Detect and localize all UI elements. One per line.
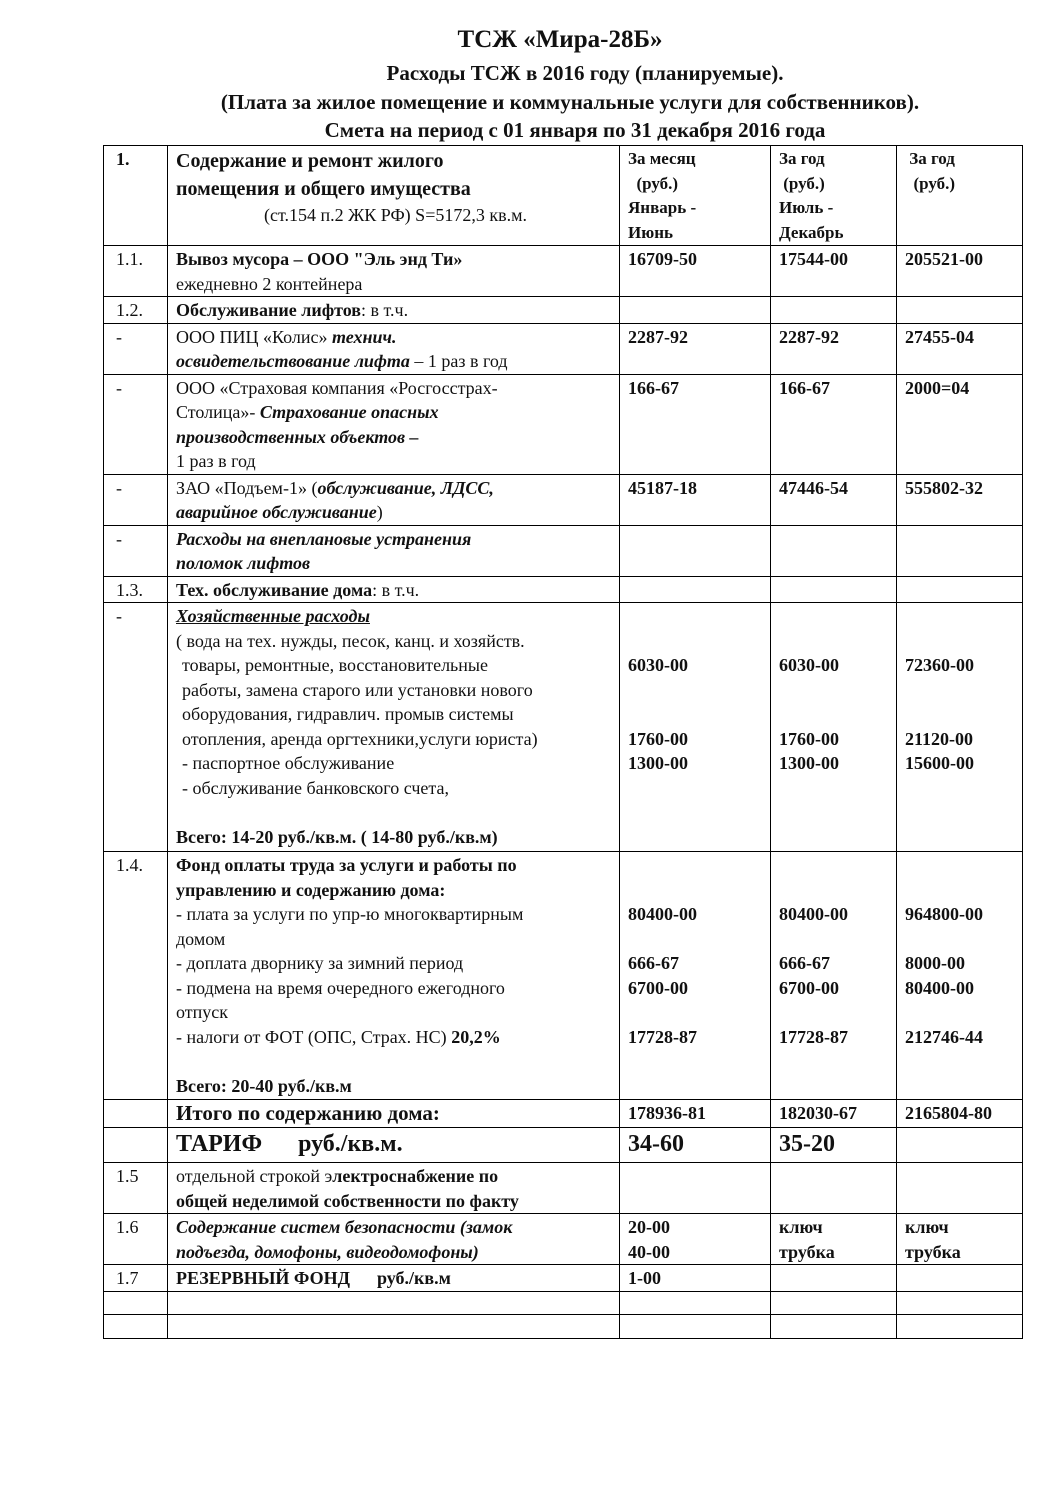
row-text-emph: производственных объектов – — [176, 426, 419, 447]
table-cell — [620, 603, 771, 852]
table-row — [104, 1214, 1023, 1265]
table-cell — [897, 1265, 1023, 1292]
row-text-emph: Содержание систем безопасности (замок — [176, 1217, 513, 1237]
amount: 17728-87 — [779, 1026, 848, 1047]
row-title: Вывоз мусора – ООО "Эль энд Ти» — [176, 249, 463, 269]
row-text-emph: общей неделимой собственности по факту — [176, 1190, 519, 1211]
table-row — [104, 374, 1023, 474]
table-cell — [168, 323, 620, 374]
table-cell — [168, 1163, 620, 1214]
table-cell: 17544-00 — [771, 246, 897, 297]
table-cell: 1. — [104, 146, 168, 246]
table-cell: 1.7 — [104, 1265, 168, 1292]
table-cell — [168, 852, 620, 1100]
table-cell — [168, 576, 620, 603]
table-cell — [771, 603, 897, 852]
row-title: Тех. обслуживание дома — [176, 579, 373, 600]
table-cell: - — [104, 474, 168, 525]
row-detail: ежедневно 2 контейнера — [176, 273, 363, 294]
amount: 1300-00 — [628, 753, 688, 773]
row-detail: отопления, аренда оргтехники,услуги юриста) — [182, 728, 538, 749]
table-cell — [897, 1314, 1023, 1338]
table-cell: За год (руб.) Июль - Декабрь — [771, 146, 897, 246]
amount: 21120-00 — [905, 728, 974, 749]
table-row — [104, 576, 1023, 603]
table-cell — [620, 297, 771, 324]
table-cell — [168, 1214, 620, 1265]
table-row — [104, 297, 1023, 324]
amount: 80400-00 — [779, 904, 848, 924]
row-text-emph: освидетельствование лифта — [176, 351, 410, 371]
table-row-total — [104, 1100, 1023, 1128]
unit-label: трубка — [905, 1241, 961, 1262]
row-total: Всего: 20-40 руб./кв.м — [176, 1075, 352, 1096]
table-cell: - — [104, 323, 168, 374]
table-cell — [771, 852, 897, 1100]
row-text-emph: Расходы на внеплановые устранения — [176, 528, 472, 549]
table-cell: ТАРИФ руб./кв.м. — [168, 1128, 620, 1163]
table-cell — [168, 474, 620, 525]
table-cell: 1.1. — [104, 246, 168, 297]
table-cell — [620, 1163, 771, 1214]
table-cell — [104, 1128, 168, 1163]
row-text-emph: поломок лифтов — [176, 553, 311, 573]
table-row — [104, 852, 1023, 1100]
table-cell — [771, 1314, 897, 1338]
row-text: ООО ПИЦ «Колис» — [176, 326, 332, 347]
table-cell — [168, 1314, 620, 1338]
table-cell: РЕЗЕРВНЫЙ ФОНД руб./кв.м — [168, 1265, 620, 1292]
table-cell — [168, 1291, 620, 1314]
row-text-emph: подъезда, домофоны, видеодомофоны) — [176, 1241, 479, 1262]
amount: 17728-87 — [628, 1026, 697, 1047]
table-cell: 1.4. — [104, 852, 168, 1100]
row-text-emph: обслуживание, ЛДСС, — [317, 477, 494, 498]
amount: 1760-00 — [779, 728, 839, 749]
row-text-emph: лектроснабжение по — [332, 1166, 499, 1186]
table-cell — [897, 1128, 1023, 1163]
table-cell: - — [104, 374, 168, 474]
amount: 20-00 — [628, 1217, 670, 1237]
row-title-suffix: : в т.ч. — [361, 300, 409, 320]
table-header-row — [104, 146, 1023, 246]
table-row — [104, 1163, 1023, 1214]
header-title-line: помещения и общего имущества — [176, 178, 471, 200]
amount: 212746-44 — [905, 1026, 983, 1047]
table-cell: 166-67 — [620, 374, 771, 474]
table-cell: 555802-32 — [897, 474, 1023, 525]
table-cell — [897, 1291, 1023, 1314]
amount: 72360-00 — [905, 655, 974, 675]
table-cell — [897, 576, 1023, 603]
table-row-empty — [104, 1291, 1023, 1314]
row-detail: оборудования, гидравлич. промыв системы — [182, 704, 514, 724]
amount: 6700-00 — [628, 977, 688, 998]
table-cell — [897, 852, 1023, 1100]
table-cell: 166-67 — [771, 374, 897, 474]
row-title: управлению и содержанию дома: — [176, 879, 446, 900]
doc-subtitle-note: (Плата за жилое помещение и коммунальные услуги для собственников). — [220, 90, 920, 114]
table-cell: 2287-92 — [620, 323, 771, 374]
header-title-note: (ст.154 п.2 ЖК РФ) S=5172,3 кв.м. — [264, 205, 527, 225]
row-title: Хозяйственные расходы — [176, 606, 370, 626]
table-cell: - — [104, 525, 168, 576]
table-cell: 182030-67 — [771, 1100, 897, 1128]
table-cell — [168, 525, 620, 576]
table-cell — [897, 1214, 1023, 1265]
amount: 15600-00 — [905, 753, 974, 773]
table-cell: За год (руб.) — [897, 146, 1023, 246]
row-text: 1 раз в год — [176, 451, 256, 471]
row-text: отдельной строкой э — [176, 1166, 333, 1186]
amount: 40-00 — [628, 1241, 670, 1262]
table-cell — [897, 525, 1023, 576]
table-cell — [168, 374, 620, 474]
row-detail: - доплата дворнику за зимний период — [176, 953, 464, 973]
table-cell — [620, 1291, 771, 1314]
table-row — [104, 1265, 1023, 1292]
row-detail: работы, замена старого или установки нового — [182, 679, 533, 700]
row-detail: - плата за услуги по упр-ю многоквартирным — [176, 904, 524, 924]
row-detail: отпуск — [176, 1002, 228, 1022]
row-detail: товары, ремонтные, восстановительные — [182, 655, 488, 675]
row-detail: домом — [176, 928, 226, 949]
unit-label: ключ — [779, 1217, 823, 1237]
row-detail: - налоги от ФОТ (ОПС, Страх. НС) — [176, 1026, 452, 1047]
amount: 666-67 — [779, 953, 830, 973]
table-cell — [771, 1265, 897, 1292]
table-cell — [168, 297, 620, 324]
row-text-emph: Страхование опасных — [259, 402, 439, 422]
table-cell — [620, 576, 771, 603]
table-row — [104, 323, 1023, 374]
row-detail: ( вода на тех. нужды, песок, канц. и хозяйств. — [176, 630, 525, 651]
amount: 8000-00 — [905, 953, 965, 973]
row-text: ЗАО «Подъем-1» ( — [176, 477, 318, 498]
table-row — [104, 246, 1023, 297]
table-cell — [897, 1163, 1023, 1214]
table-cell: 34-60 — [620, 1128, 771, 1163]
row-text: ) — [376, 502, 383, 522]
header-title-line: Содержание и ремонт жилого — [176, 150, 444, 172]
amount: 80400-00 — [905, 977, 974, 998]
table-cell: 1.5 — [104, 1163, 168, 1214]
table-cell: 205521-00 — [897, 246, 1023, 297]
amount: 6030-00 — [628, 655, 688, 675]
budget-table — [103, 145, 1023, 1339]
table-cell: 35-20 — [771, 1128, 897, 1163]
table-cell: За месяц (руб.) Январь - Июнь — [620, 146, 771, 246]
table-cell — [168, 603, 620, 852]
amount: 666-67 — [628, 953, 679, 973]
table-cell — [168, 146, 620, 246]
table-row-empty — [104, 1314, 1023, 1338]
table-cell — [771, 297, 897, 324]
row-detail: - подмена на время очередного ежегодного — [176, 977, 505, 998]
table-cell — [771, 1291, 897, 1314]
row-text-emph: аварийное обслуживание — [176, 502, 377, 522]
amount: 1300-00 — [779, 753, 839, 773]
table-cell: Итого по содержанию дома: — [168, 1100, 620, 1128]
row-detail-emph: 20,2% — [451, 1026, 501, 1047]
table-cell: 2165804-80 — [897, 1100, 1023, 1128]
row-title-suffix: : в т.ч. — [372, 579, 420, 600]
row-title: Обслуживание лифтов — [176, 300, 362, 320]
table-cell — [771, 1163, 897, 1214]
unit-label: ключ — [905, 1217, 949, 1237]
table-cell: 16709-50 — [620, 246, 771, 297]
row-text: Столица»- — [176, 402, 260, 422]
table-cell: 2000=04 — [897, 374, 1023, 474]
row-total: Всего: 14-20 руб./кв.м. ( 14-80 руб./кв.м) — [176, 826, 498, 847]
row-text: ООО «Страховая компания «Росгосстрах- — [176, 377, 498, 398]
amount: 964800-00 — [905, 904, 983, 924]
amount: 6030-00 — [779, 655, 839, 675]
doc-period: Смета на период с 01 января по 31 декабря 2016 года — [324, 118, 826, 142]
table-cell: 1.6 — [104, 1214, 168, 1265]
table-cell: - — [104, 603, 168, 852]
table-row — [104, 474, 1023, 525]
table-cell — [104, 1314, 168, 1338]
table-cell — [104, 1100, 168, 1128]
table-cell — [897, 297, 1023, 324]
row-text: – 1 раз в год — [409, 351, 508, 371]
table-cell: 2287-92 — [771, 323, 897, 374]
table-cell: 27455-04 — [897, 323, 1023, 374]
table-cell — [771, 576, 897, 603]
table-cell: 1.3. — [104, 576, 168, 603]
row-detail: - паспортное обслуживание — [182, 753, 395, 773]
table-cell — [620, 1314, 771, 1338]
table-cell: 45187-18 — [620, 474, 771, 525]
table-cell — [104, 1291, 168, 1314]
table-cell — [620, 525, 771, 576]
table-cell — [897, 603, 1023, 852]
table-cell — [771, 525, 897, 576]
doc-title: ТСЖ «Мира-28Б» — [457, 26, 663, 53]
table-cell: 1.2. — [104, 297, 168, 324]
table-cell — [168, 246, 620, 297]
amount: 1760-00 — [628, 728, 688, 749]
table-cell — [620, 852, 771, 1100]
amount: 6700-00 — [779, 977, 839, 998]
row-text-emph: технич. — [331, 326, 397, 347]
table-cell: 178936-81 — [620, 1100, 771, 1128]
table-row-tariff — [104, 1128, 1023, 1163]
row-detail: - обслуживание банковского счета, — [182, 777, 449, 798]
table-row — [104, 603, 1023, 852]
table-cell: 1-00 — [620, 1265, 771, 1292]
table-cell — [620, 1214, 771, 1265]
amount: 80400-00 — [628, 904, 697, 924]
doc-subtitle: Расходы ТСЖ в 2016 году (планируемые). — [386, 61, 784, 85]
table-row — [104, 525, 1023, 576]
table-cell — [771, 1214, 897, 1265]
unit-label: трубка — [779, 1241, 835, 1262]
table-cell: 47446-54 — [771, 474, 897, 525]
row-title: Фонд оплаты труда за услуги и работы по — [176, 855, 517, 875]
